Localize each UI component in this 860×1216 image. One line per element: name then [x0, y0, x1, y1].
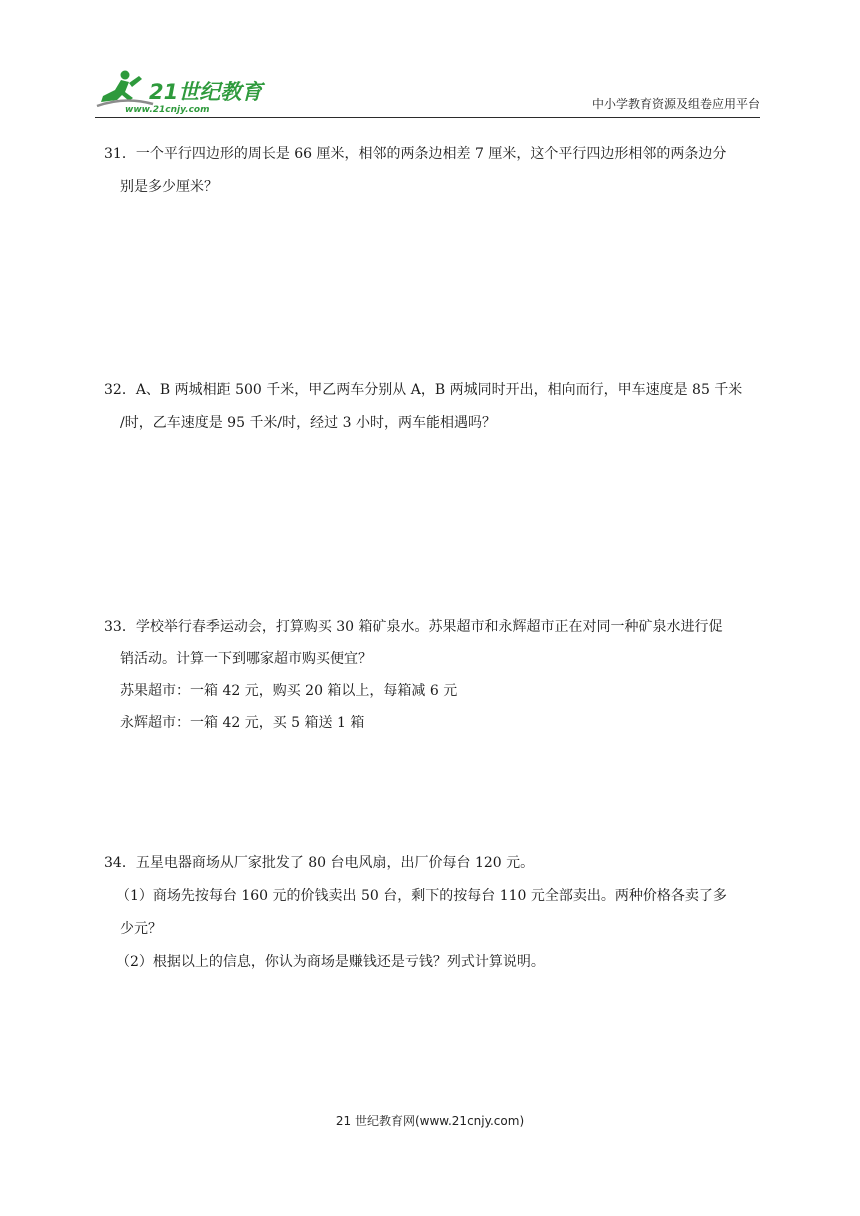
- supermarket-offer-sugo: 苏果超市：一箱 42 元，购买 20 箱以上，每箱减 6 元: [120, 683, 458, 699]
- question-line: 少元？: [120, 921, 162, 937]
- question-31: [104, 144, 764, 197]
- question-line: /时，乙车速度是 95 千米/时，经过 3 小时，两车能相遇吗？: [120, 415, 496, 431]
- question-33: [104, 617, 764, 733]
- page-header: [95, 66, 760, 114]
- question-34: [104, 853, 764, 972]
- running-figure-icon: [97, 71, 153, 107]
- platform-name: 中小学教育资源及组卷应用平台: [591, 97, 760, 111]
- question-line: 别是多少厘米？: [120, 179, 218, 195]
- question-line: 32．A、B 两城相距 500 千米，甲乙两车分别从 A，B 两城同时开出，相向而行，甲车速度是 85 千米: [104, 382, 743, 398]
- logo-text: 21世纪教育: [149, 80, 263, 104]
- question-line: 31．一个平行四边形的周长是 66 厘米，相邻的两条边相差 7 厘米，这个平行四边形相邻的两条边分: [104, 146, 727, 162]
- logo-url: www.21cnjy.com: [125, 105, 210, 114]
- header-divider: [95, 117, 760, 118]
- question-32: [104, 380, 764, 433]
- sub-question-2: （2）根据以上的信息，你认为商场是赚钱还是亏钱？列式计算说明。: [116, 954, 545, 970]
- page-footer: 21 世纪教育网(www.21cnjy.com): [335, 1114, 525, 1128]
- logo: [95, 66, 295, 114]
- supermarket-offer-yonghui: 永辉超市：一箱 42 元，买 5 箱送 1 箱: [120, 715, 365, 731]
- question-line: 33．学校举行春季运动会，打算购买 30 箱矿泉水。苏果超市和永辉超市正在对同一种矿泉水进行促: [104, 619, 723, 635]
- sub-question-1: （1）商场先按每台 160 元的价钱卖出 50 台，剩下的按每台 110 元全部卖出。两种价格各卖了多: [116, 888, 727, 904]
- question-line: 销活动。计算一下到哪家超市购买便宜？: [120, 651, 372, 667]
- question-line: 34．五星电器商场从厂家批发了 80 台电风扇，出厂价每台 120 元。: [104, 855, 535, 871]
